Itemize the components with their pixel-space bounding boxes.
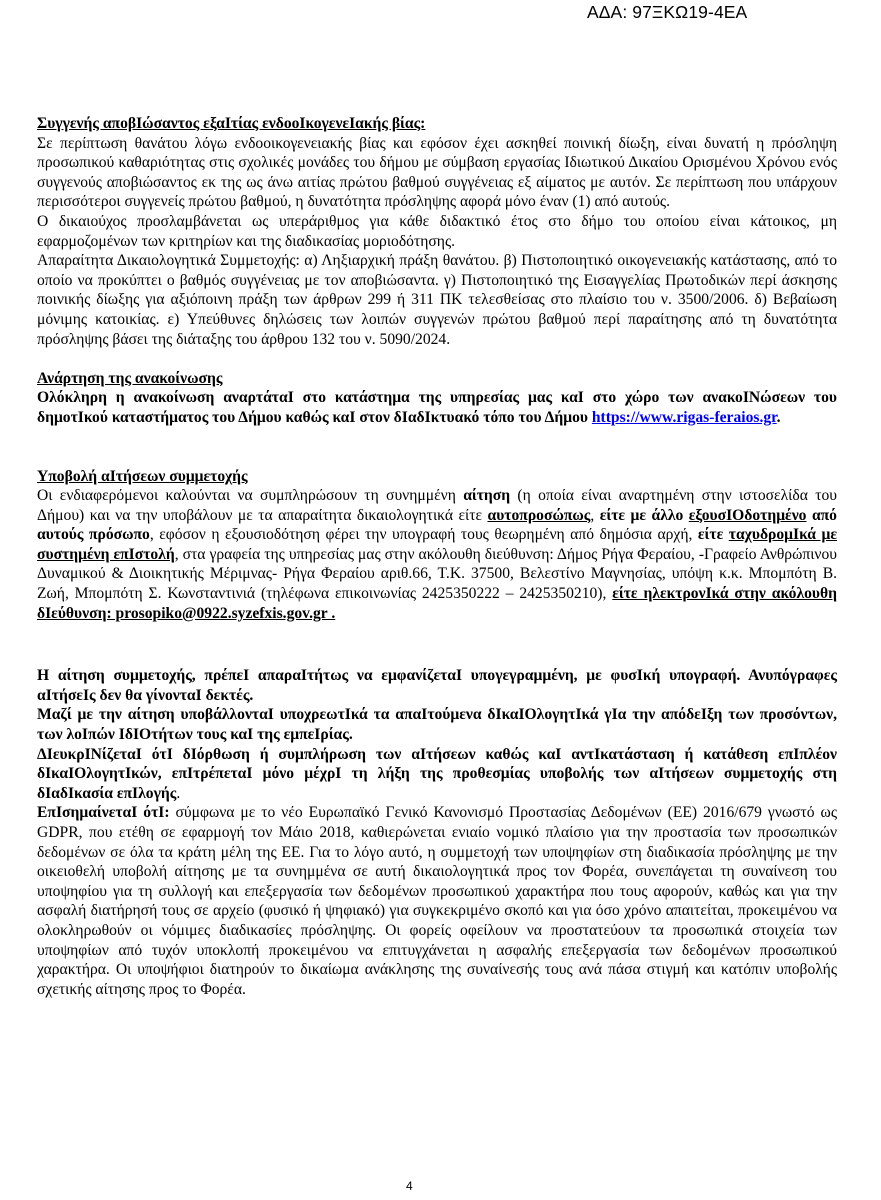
spacer [37, 623, 837, 666]
paragraph-required-documents: Απαραίτητα Δικαιολογητικά Συμμετοχής: α) Ληξιαρχική πράξη θανάτου. β) Πιστοποιητικό οικογενειακής κατάστασης, από το οποίο να προκύπτει ο βαθμός συγγένειας με τον αποβιώσαντα. γ) Πιστοποιητικό της Εισαγγελίας Πρωτοδικών περί άσκησης ποινικής δίωξης για αξιόποινη πράξη των άρθρων 299 ή 311 ΠΚ τελεσθείσας στο πλαίσιο του ν. 3500/2006. δ) Βεβαίωση μόνιμης κατοικίας. ε) Υπεύθυνες δηλώσεις των λοιπών συγγενών πρώτου βαθμού περί παραίτησης από τη δυνατότητα πρόσληψης βάσει της διάταξης του άρθρου 132 του ν. 5090/2024. [37, 252, 837, 348]
paragraph-mandatory-documents: Μαζί με την αίτηση υποβάλλονταΙ υποχρεωτΙκά τα απαΙτούμενα δΙκαΙΟλογητΙκά γΙα την απόδεΙξη των προσόντων, των λοΙπών ΙδΙΟτήτων τους καΙ της εμπεΙρίας. [37, 706, 837, 744]
submission-text: Οι ενδιαφερόμενοι καλούνται να συμπληρώσουν τη συνημμένη [37, 487, 464, 505]
document-page [37, 114, 837, 999]
paragraph-victim-eligibility: Σε περίπτωση θανάτου λόγω ενδοοικογενειακής βίας και εφόσον έχει ασκηθεί ποινική δίωξη, είναι δυνατή η πρόσληψη προσωπικού καθαριότητας στις σχολικές μονάδες του δήμου με σύμβαση εργασίας Ιδιωτικού Δικαίου Ορισμένου Χρόνου ενός συγγενούς αποβιώσαντος εκ της ως άνω αιτίας πρώτου βαθμού συγγένειας εξ αίματος με αυτόν. Σε περίπτωση που υπάρχουν περισσότεροι συγγενείς πρώτου βαθμού, η δυνατότητα πρόσληψης αφορά μόνο έναν (1) από αυτούς. [37, 134, 837, 211]
page-number: 4 [406, 1179, 413, 1193]
paragraph-announcement-posting [37, 388, 837, 427]
registered-mail-term: ταχυδρομΙκά με συστημένη επΙστολή [37, 526, 837, 563]
submission-text: , [590, 506, 600, 524]
postal-text: είτε [697, 526, 729, 544]
gdpr-text: σύμφωνα με το νέο Ευρωπαϊκό Γενικό Κανονισμό Προστασίας Δεδομένων (ΕΕ) 2016/679 γνωστό ως GDPR, που ετέθη σε εφαρμογή τον Μάιο 2018, καθιερώνεται ενιαίο νομικό πλαίσιο για την προστασία των προσωπικών δεδομένων σε όλα τα κράτη μέλη της ΕΕ. Για το λόγο αυτό, η συμμετοχή των υποψηφίων στη διαδικασία πρόσληψης με την οικειοθελή υποβολή αίτησης με τα συνημμένα σε αυτή δικαιολογητικά προς τον Φορέα, συνεπάγεται τη συναίνεση του υποψηφίου για τη συλλογή και επεξεργασία των δεδομένων προσωπικού χαρακτήρα που τους αφορούν, καθώς και για την ασφαλή διατήρησή τους σε αρχείο (φυσικό ή ψηφιακό) για συγκεκριμένο σκοπό και για όσο χρόνο απαιτείται, προκειμένου να ολοκληρωθούν οι νόμιμες διαδικασίες πρόσληψης. Οι φορείς οφείλουν να προστατεύουν τα προσωπικά στοιχεία των υποψηφίων από τυχόν υποκλοπή προκειμένου να επιτυγχάνεται η ασφαλής επεξεργασία των δεδομένων προσωπικού χαρακτήρα. Οι υποψήφιοι διατηρούν το δικαίωμα ανάκλησης της συναίνεσής τους ανά πάσα στιγμή και κατόπιν υποβολής σχετικής αίτησης προς το Φορέα. [37, 804, 837, 998]
paragraph-submission-methods [37, 486, 837, 623]
spacer [37, 428, 837, 467]
authorized-person-text: από αυτούς πρόσωπο [37, 506, 837, 544]
submission-text: , εφόσον η εξουσιοδότηση φέρει την υπογραφή τους θεωρημένη από δημόσια αρχή, [149, 526, 698, 544]
spacer [37, 349, 837, 369]
postal-address-text: , στα γραφεία της υπηρεσίας μας στην ακόλουθη διεύθυνση: Δήμος Ρήγα Φεραίου, -Γραφείο Ανθρώπινου Δυναμικού & Διοικητικής Μέριμνας- Ρήγα Φεραίου αριθ.66, Τ.Κ. 37500, Βελεστίνο Μαγνησίας, υπόψη κ.κ. Μπομπότη Β. Ζωή, Μπομπότη Σ. Κωνσταντινιά (τηλέφωνα επικοινωνίας 2425350222 – 2425350210), [37, 545, 837, 603]
section-title-announcement-posting: Ανάρτηση της ανακοίνωσης [37, 369, 223, 387]
document-ada-code: ΑΔΑ: 97ΞΚΩ19-4ΕΑ [587, 2, 748, 22]
authorized-term: εξουσΙΟδοτημένο [688, 506, 807, 524]
authorized-person-text: είτε με άλλο [599, 506, 689, 524]
paragraph-supernumerary-hiring: Ο δικαιούχος προσλαμβάνεται ως υπεράριθμος για κάθε διδακτικό έτος στο δήμο του οποίου είναι κάτοικος, μη εφαρμοζομένων των κριτηρίων και της διαδικασίας μοριοδότησης. [37, 212, 837, 250]
gdpr-lead: ΕπΙσημαίνεταΙ ότΙ: [37, 804, 170, 822]
municipality-website-link[interactable]: https://www.rigas-feraios.gr [591, 408, 777, 426]
paragraph-gdpr-notice [37, 803, 837, 999]
posting-text: Ολόκληρη η ανακοίνωση αναρτάταΙ στο κατάστημα της υπηρεσίας μας καΙ στο χώρο των ανακοΙΝώσεων του δημοτΙκού καταστήματος του Δήμου καθώς καΙ στον δΙαδΙκτυακό τόπο του Δήμου [37, 389, 837, 426]
posting-period: . [776, 408, 781, 426]
section-title-relative-of-victim: Συγγενής αποβΙώσαντος εξαΙτίας ενδοοΙκογενεΙακής βίας: [37, 115, 426, 132]
submission-text: (η οποία είναι αναρτημένη στην ιστοσελίδα του Δήμου) και να την υποβάλουν με τα απαραίτητα δικαιολογητικά είτε [37, 487, 837, 524]
application-term: αίτηση [463, 487, 511, 505]
corrections-text: ΔΙευκρΙΝίζεταΙ ότΙ δΙόρθωση ή συμπλήρωση των αΙτήσεων καθώς καΙ αντΙκατάσταση ή κατάθεση επΙπλέον δΙκαΙΟλογητΙκών, επΙτρέπεταΙ μόνο μέχρΙ τη λήξη της προθεσμίας υποβολής των αΙτήσεων συμμετοχής στη δΙαδΙκασία επΙλογής [37, 745, 837, 802]
section-title-application-submission: Υποβολή αΙτήσεων συμμετοχής [37, 467, 248, 485]
paragraph-corrections-deadline [37, 745, 837, 804]
corrections-period: . [176, 784, 181, 802]
paragraph-signature-required: Η αίτηση συμμετοχής, πρέπεΙ απαραΙτήτως να εμφανίζεταΙ υπογεγραμμένη, με φυσΙκή υπογραφή. Ανυπόγραφες αΙτήσεΙς δεν θα γίνονταΙ δεκτές. [37, 667, 837, 704]
in-person-term: αυτοπροσώπως [487, 506, 591, 524]
email-submission-address[interactable]: είτε ηλεκτρονΙκά στην ακόλουθη δΙεύθυνση: prosopiko@0922.syzefxis.gov.gr . [37, 585, 837, 622]
